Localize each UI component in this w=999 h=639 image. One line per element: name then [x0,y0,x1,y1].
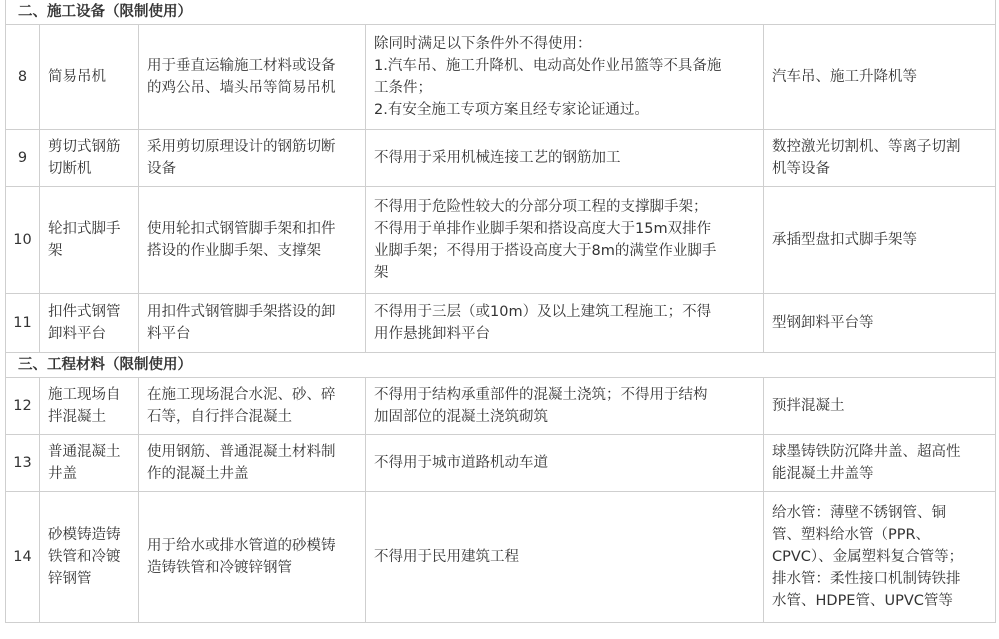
text-line: 用扣件式钢管脚手架搭设的卸 [147,304,336,320]
text-line: 石等，自行拌合混凝土 [147,409,292,425]
alternative-cell [764,130,996,187]
text-line: 用作悬挑卸料平台 [374,326,490,342]
row-number: 11 [6,294,40,353]
text-line: 造铸铁管和冷镀锌钢管 [147,560,292,576]
text-line: 不得用于危险性较大的分部分项工程的支撑脚手架； [374,199,708,215]
text-line: 型钢卸料平台等 [772,315,874,331]
scope-cell [139,435,366,492]
condition-cell [366,130,764,187]
text-line: 不得用于城市道路机动车道 [374,455,548,471]
text-line: 架 [48,243,63,259]
text-line: 能混凝土井盖等 [772,466,874,482]
condition-cell [366,25,764,130]
item-name-cell [40,492,139,623]
text-line: 铁管和冷镀 [48,549,121,565]
text-line: 采用剪切原理设计的钢筋切断 [147,139,336,155]
condition-cell [366,294,764,353]
item-name-cell [40,187,139,294]
table-row [6,130,996,187]
text-line: 井盖 [48,466,77,482]
alternative-cell [764,294,996,353]
table-row [6,492,996,623]
alternative-cell [764,187,996,294]
text-line: 作的混凝土井盖 [147,466,249,482]
section-header [6,353,996,378]
text-line: 工条件； [374,80,432,96]
item-name-cell [40,378,139,435]
text-line: 设备 [147,161,176,177]
restricted-items-table [5,0,996,623]
text-line: 砂模铸造铸 [48,527,121,543]
text-line: 切断机 [48,161,92,177]
text-line: 机等设备 [772,161,830,177]
text-line: CPVC）、金属塑料复合管等； [772,549,964,565]
text-line: 加固部位的混凝土浇筑砌筑 [374,409,548,425]
row-number: 14 [6,492,40,623]
table-body [6,0,996,623]
condition-cell [366,187,764,294]
text-line: 卸料平台 [48,326,106,342]
text-line: 球墨铸铁防沉降井盖、超高性 [772,444,961,460]
alternative-cell [764,435,996,492]
scope-cell [139,492,366,623]
scope-cell [139,294,366,353]
text-line: 管、塑料给水管（PPR、 [772,527,931,543]
table-row [6,25,996,130]
alternative-cell [764,378,996,435]
condition-cell [366,492,764,623]
text-line: 普通混凝土 [48,444,121,460]
text-line: 轮扣式脚手 [48,221,121,237]
text-line: 料平台 [147,326,191,342]
section-title: 三、工程材料（限制使用） [6,353,996,378]
row-number: 9 [6,130,40,187]
text-line: 拌混凝土 [48,409,106,425]
table-row [6,435,996,492]
text-line: 用于给水或排水管道的砂模铸 [147,538,336,554]
text-line: 使用钢筋、普通混凝土材料制 [147,444,336,460]
text-line: 除同时满足以下条件外不得使用： [374,36,592,52]
text-line: 2.有安全施工专项方案且经专家论证通过。 [374,102,649,118]
section-header [6,0,996,25]
section-title: 二、施工设备（限制使用） [6,0,996,25]
item-name-cell [40,294,139,353]
text-line: 水管、HDPE管、UPVC管等 [772,593,953,609]
text-line: 的鸡公吊、墙头吊等简易吊机 [147,80,336,96]
text-line: 业脚手架；不得用于搭设高度大于8m的满堂作业脚手 [374,243,717,259]
text-line: 用于垂直运输施工材料或设备 [147,58,336,74]
text-line: 扣件式钢管 [48,304,121,320]
table-row [6,187,996,294]
text-line: 汽车吊、施工升降机等 [772,69,917,85]
row-number: 12 [6,378,40,435]
text-line: 剪切式钢筋 [48,139,121,155]
text-line: 不得用于民用建筑工程 [374,549,519,565]
row-number: 10 [6,187,40,294]
text-line: 不得用于采用机械连接工艺的钢筋加工 [374,150,621,166]
table-row [6,378,996,435]
alternative-cell [764,492,996,623]
text-line: 数控激光切割机、等离子切割 [772,139,961,155]
row-number: 8 [6,25,40,130]
scope-cell [139,378,366,435]
text-line: 不得用于结构承重部件的混凝土浇筑；不得用于结构 [374,387,708,403]
text-line: 架 [374,265,389,281]
text-line: 不得用于单排作业脚手架和搭设高度大于15m双排作 [374,221,712,237]
scope-cell [139,130,366,187]
text-line: 承插型盘扣式脚手架等 [772,232,917,248]
text-line: 施工现场自 [48,387,121,403]
text-line: 1.汽车吊、施工升降机、电动高处作业吊篮等不具备施 [374,58,722,74]
condition-cell [366,435,764,492]
condition-cell [366,378,764,435]
alternative-cell [764,25,996,130]
scope-cell [139,187,366,294]
text-line: 简易吊机 [48,69,106,85]
item-name-cell [40,130,139,187]
item-name-cell [40,25,139,130]
text-line: 锌钢管 [48,571,92,587]
scope-cell [139,25,366,130]
item-name-cell [40,435,139,492]
text-line: 在施工现场混合水泥、砂、碎 [147,387,336,403]
text-line: 不得用于三层（或10m）及以上建筑工程施工；不得 [374,304,712,320]
table-row [6,294,996,353]
row-number: 13 [6,435,40,492]
text-line: 排水管：柔性接口机制铸铁排 [772,571,961,587]
text-line: 给水管：薄壁不锈钢管、铜 [772,505,946,521]
text-line: 预拌混凝土 [772,398,845,414]
text-line: 使用轮扣式钢管脚手架和扣件 [147,221,336,237]
text-line: 搭设的作业脚手架、支撑架 [147,243,321,259]
